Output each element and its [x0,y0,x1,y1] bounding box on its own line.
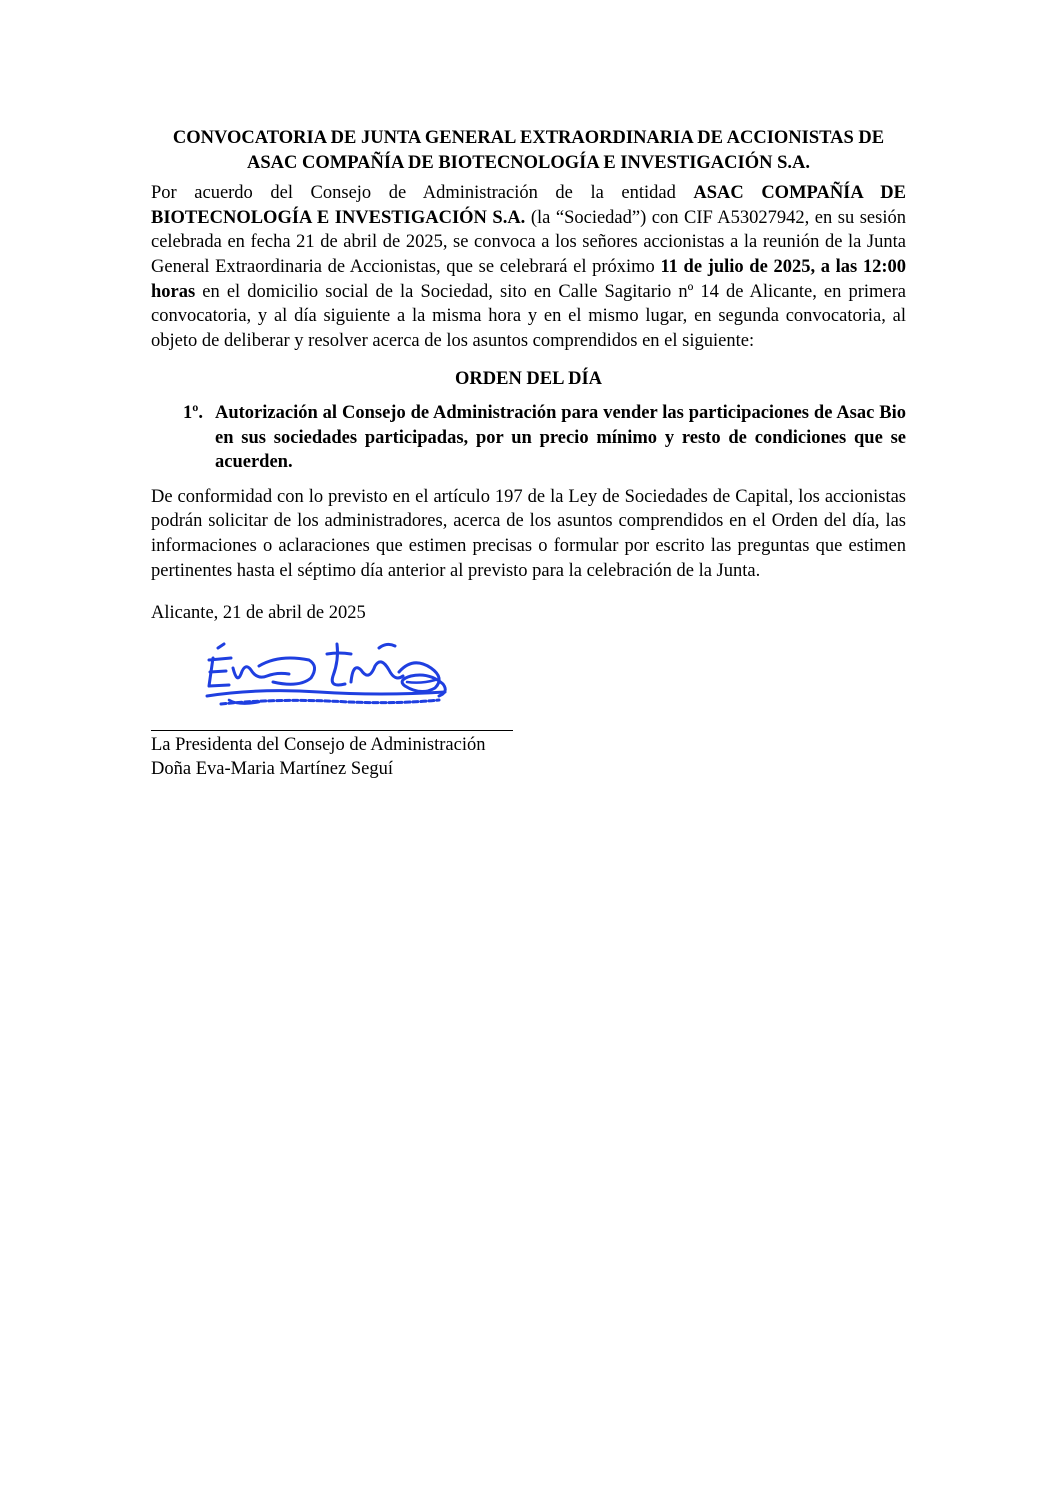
signature-area [151,626,521,730]
agenda-item-number: 1º. [183,402,203,423]
document-page [151,126,906,782]
meeting-datetime: 11 de julio de 2025, a las 12:00 horas [151,256,906,302]
signer-block [151,733,906,782]
intro-text-1: Por acuerdo del Consejo de Administración de la entidad [151,183,694,204]
signature-rule [151,730,513,731]
place-date: Alicante, 21 de abril de 2025 [151,603,366,624]
signer-name: Doña Eva-Maria Martínez Seguí [151,759,393,780]
agenda-item [151,401,906,475]
agenda-item-text: Autorización al Consejo de Administración para vender las participaciones de Asac Bio en sus sociedades participadas, por un precio mínimo y resto de condiciones que se acuerden. [215,402,906,473]
signer-role: La Presidenta del Consejo de Administración [151,734,486,755]
info-paragraph: De conformidad con lo previsto en el artículo 197 de la Ley de Sociedades de Capital, los accionistas podrán solicitar de los administradores, acerca de los asuntos comprendidos en el Orden del día, las informaciones o aclaraciones que estimen precisas o formular por escrito las preguntas que estimen pertinentes hasta el séptimo día anterior al previsto para la celebración de la Junta. [151,486,906,581]
company-name: ASAC COMPAÑÍA DE BIOTECNOLOGÍA E INVESTIGACIÓN S.A. [151,183,906,228]
document-title [151,126,906,175]
title-line-1: CONVOCATORIA DE JUNTA GENERAL EXTRAORDINARIA DE ACCIONISTAS DE [172,128,885,148]
agenda-heading: ORDEN DEL DÍA [455,369,602,390]
handwritten-signature [199,636,469,726]
title-line-2: ASAC COMPAÑÍA DE BIOTECNOLOGÍA E INVESTIGACIÓN S.A. [247,152,810,173]
intro-text-2: (la “Sociedad”) con CIF A53027942, en su sesión celebrada en fecha 21 de abril de 2025, se convoca a los señores accionistas a la reunión de la Junta General Extraordinaria de Accionistas, que se celebrará el próximo [151,207,906,277]
intro-paragraph [151,181,906,353]
intro-text-3: en el domicilio social de la Sociedad, sito en Calle Sagitario nº 14 de Alicante, en primera convocatoria, y al día siguiente a la misma hora y en el mismo lugar, en segunda convocatoria, al objeto de deliberar y resolver acerca de los asuntos comprendidos en el siguiente: [151,281,906,351]
